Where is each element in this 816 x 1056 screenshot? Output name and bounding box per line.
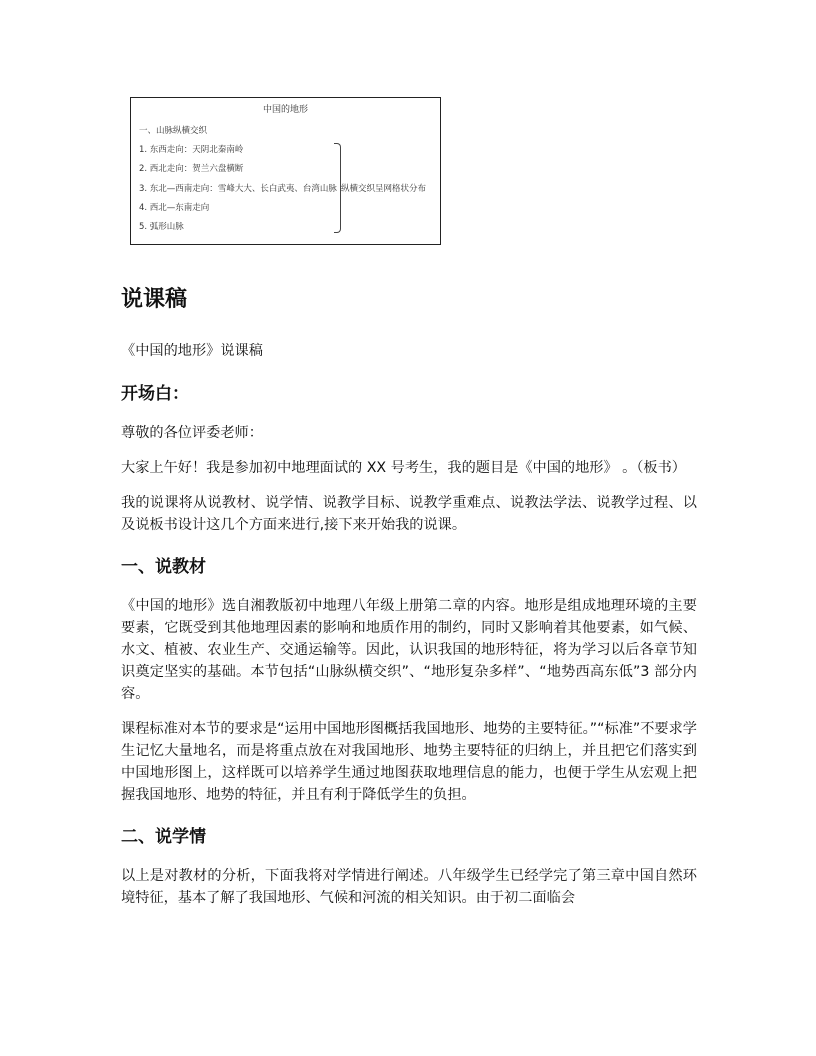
board-line: 4. 西北—东南走向 [139,203,210,213]
board-line: 1. 东西走向：天阴北秦南岭 [139,145,244,155]
document-subtitle: 《中国的地形》说课稿 [121,343,263,359]
students-paragraph-1: 以上是对教材的分析，下面我将对学情进行阐述。八年级学生已经学完了第三章中国自然环境特征，基本了解了我国地形、气候和河流的相关知识。由于初二面临会 [121,868,697,906]
board-line: 2. 西北走向：贺兰六盘横断 [139,164,244,174]
greeting-paragraph: 尊敬的各位评委老师： [121,425,263,441]
plan-paragraph: 我的说课将从说教材、说学情、说教学目标、说教学重难点、说教法学法、说教学过程、以及说板书设计这几个方面来进行,接下来开始我的说课。 [121,495,697,533]
section-heading-textbook: 一、说教材 [121,557,206,577]
watermark-logo [249,148,333,232]
textbook-paragraph-2: 课程标准对本节的要求是“运用中国地形图概括我国地形、地势的主要特征。”“标准”不要求学生记忆大量地名，而是将重点放在对我国地形、地势主要特征的归纳上，并且把它们落实到中国地形图上，这样既可以培养学生通过地图获取地理信息的能力，也便于学生从宏观上把握我国地形、地势的特征，并且有利于降低学生的负担。 [121,721,697,803]
board-title: 中国的地形 [262,105,308,115]
opening-heading: 开场白： [121,384,189,404]
board-line: 一、山脉纵横交织 [139,126,208,136]
section-heading-students: 二、说学情 [121,827,206,847]
document-heading: 说课稿 [121,287,188,312]
document-body [121,284,697,909]
blackboard-design-image [130,97,441,245]
intro-paragraph: 大家上午好！我是参加初中地理面试的 XX 号考生，我的题目是《中国的地形》 。（板书） [121,460,686,476]
textbook-paragraph-1: 《中国的地形》选自湘教版初中地理八年级上册第二章的内容。地形是组成地理环境的主要要素，它既受到其他地理因素的影响和地质作用的制约，同时又影响着其他要素，如气候、水文、植被、农业生产、交通运输等。因此，认识我国的地形特征，将为学习以后各章节知识奠定坚实的基础。本节包括“山脉纵横交织”、“地形复杂多样”、“地势西高东低”3 部分内容。 [121,598,697,702]
brace-label: 纵横交织呈网格状分布 [341,184,427,194]
board-line: 3. 东北—西南走向：雪峰大大、长白武夷、台湾山脉 [139,184,337,194]
board-line: 5. 弧形山脉 [139,222,184,232]
brace-bracket [334,143,341,233]
